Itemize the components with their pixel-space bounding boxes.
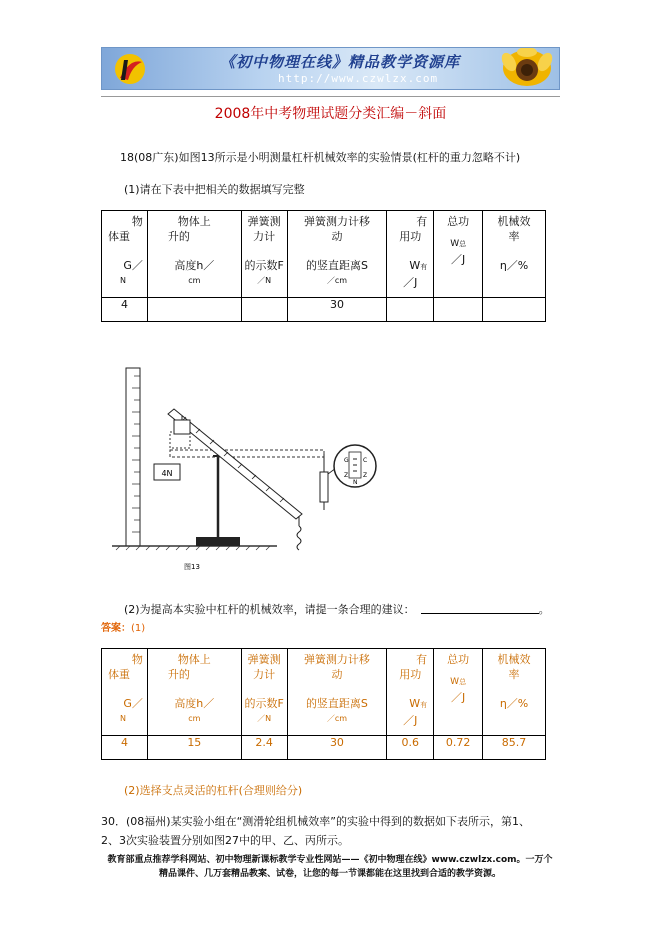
table-cell[interactable] — [387, 298, 434, 322]
table-cell[interactable] — [483, 298, 546, 322]
header-cell-efficiency: 机械效 率 η／% — [483, 649, 546, 736]
answer-blank[interactable] — [421, 613, 539, 614]
header-cell-total-work: 总功 W总 ／J — [434, 211, 483, 298]
question-18-part1: (1)请在下表中把相关的数据填写完整 — [124, 183, 305, 196]
table-cell: 0.72 — [434, 736, 483, 760]
header-cell-efficiency: 机械效 率 η／% — [483, 211, 546, 298]
header-cell-spring-reading: 弹簧测 力计 的示数F ／N — [241, 211, 287, 298]
header-cell-useful-work: 有 用功 W有 ／J — [387, 211, 434, 298]
table-cell: 4 — [102, 736, 148, 760]
ground — [112, 546, 277, 550]
table-cell[interactable] — [147, 298, 241, 322]
banner-title: 《初中物理在线》精品教学资源库 — [220, 53, 461, 71]
table-cell: 0.6 — [387, 736, 434, 760]
spring-scale — [297, 516, 301, 550]
data-table-answer — [101, 648, 546, 760]
banner-url: http://www.czwlzx.com — [278, 72, 439, 85]
header-cell-height: 物体上 升的 高度h／ cm — [147, 211, 241, 298]
sunflower-icon — [487, 48, 557, 90]
figure-caption: 图13 — [184, 563, 200, 571]
answer-part2: (2)选择支点灵活的杠杆(合理则给分) — [124, 784, 303, 797]
svg-text:Z: Z — [344, 472, 349, 479]
question-18-part2: (2)为提高本实验中杠杆的机械效率，请提一条合理的建议： 。 — [124, 603, 550, 616]
spring-scale-vertical — [320, 454, 328, 510]
table-cell[interactable]: 30 — [287, 298, 387, 322]
header-cell-height: 物体上 升的 高度h／ cm — [147, 649, 241, 736]
svg-text:Z: Z — [363, 472, 368, 479]
svg-text:G: G — [344, 457, 349, 464]
weight-label: 4N — [161, 469, 173, 478]
footer-line2: 精品课件、几万套精品教案、试卷，让您的每一节课都能在这里找到合适的教学资源。 — [158, 869, 501, 879]
page-title: 2008年中考物理试题分类汇编－斜面 — [214, 106, 447, 122]
header-cell-useful-work: 有 用功 W有 ／J — [387, 649, 434, 736]
question-30-line2: 2、3次实验装置分别如图27中的甲、乙、丙所示。 — [101, 834, 349, 847]
table-cell: 15 — [147, 736, 241, 760]
question-18-intro: 18(08广东)如图13所示是小明测量杠杆机械效率的实验情景(杠杆的重力忽略不计) — [120, 151, 521, 164]
scale-zoom-circle — [328, 445, 376, 487]
footer-line1: 教育部重点推荐学科网站、初中物理新课标教学专业性网站——《初中物理在线》www.czwlzx.com。一万个 — [107, 855, 553, 865]
vertical-ruler — [126, 368, 140, 546]
header-banner — [101, 47, 560, 90]
header-cell-spring-distance: 弹簧测力计移 动 的竖直距离S ／cm — [287, 649, 387, 736]
table-cell[interactable] — [434, 298, 483, 322]
table-cell: 2.4 — [241, 736, 287, 760]
header-cell-weight: 物 体重 G／ N — [102, 211, 148, 298]
lever-experiment-figure — [112, 364, 377, 576]
data-table-question — [101, 210, 546, 322]
svg-text:N: N — [353, 479, 358, 486]
answer-label: 答案：(1) — [101, 623, 146, 634]
header-divider — [101, 96, 560, 97]
header-cell-weight: 物 体重 G／ N — [102, 649, 148, 736]
table-cell: 85.7 — [483, 736, 546, 760]
table-cell[interactable] — [241, 298, 287, 322]
table-cell[interactable]: 4 — [102, 298, 148, 322]
header-cell-spring-reading: 弹簧测 力计 的示数F ／N — [241, 649, 287, 736]
lever-horizontal-dashed — [170, 450, 324, 457]
header-cell-spring-distance: 弹簧测力计移 动 的竖直距离S ／cm — [287, 211, 387, 298]
question-30-line1: 30．(08福州)某实验小组在“测滑轮组机械效率”的实验中得到的数据如下表所示，第1、 — [101, 815, 530, 828]
header-cell-total-work: 总功 W总 ／J — [434, 649, 483, 736]
footer — [80, 853, 580, 881]
site-logo-icon — [110, 52, 150, 86]
svg-text:C: C — [363, 457, 368, 464]
table-cell: 30 — [287, 736, 387, 760]
